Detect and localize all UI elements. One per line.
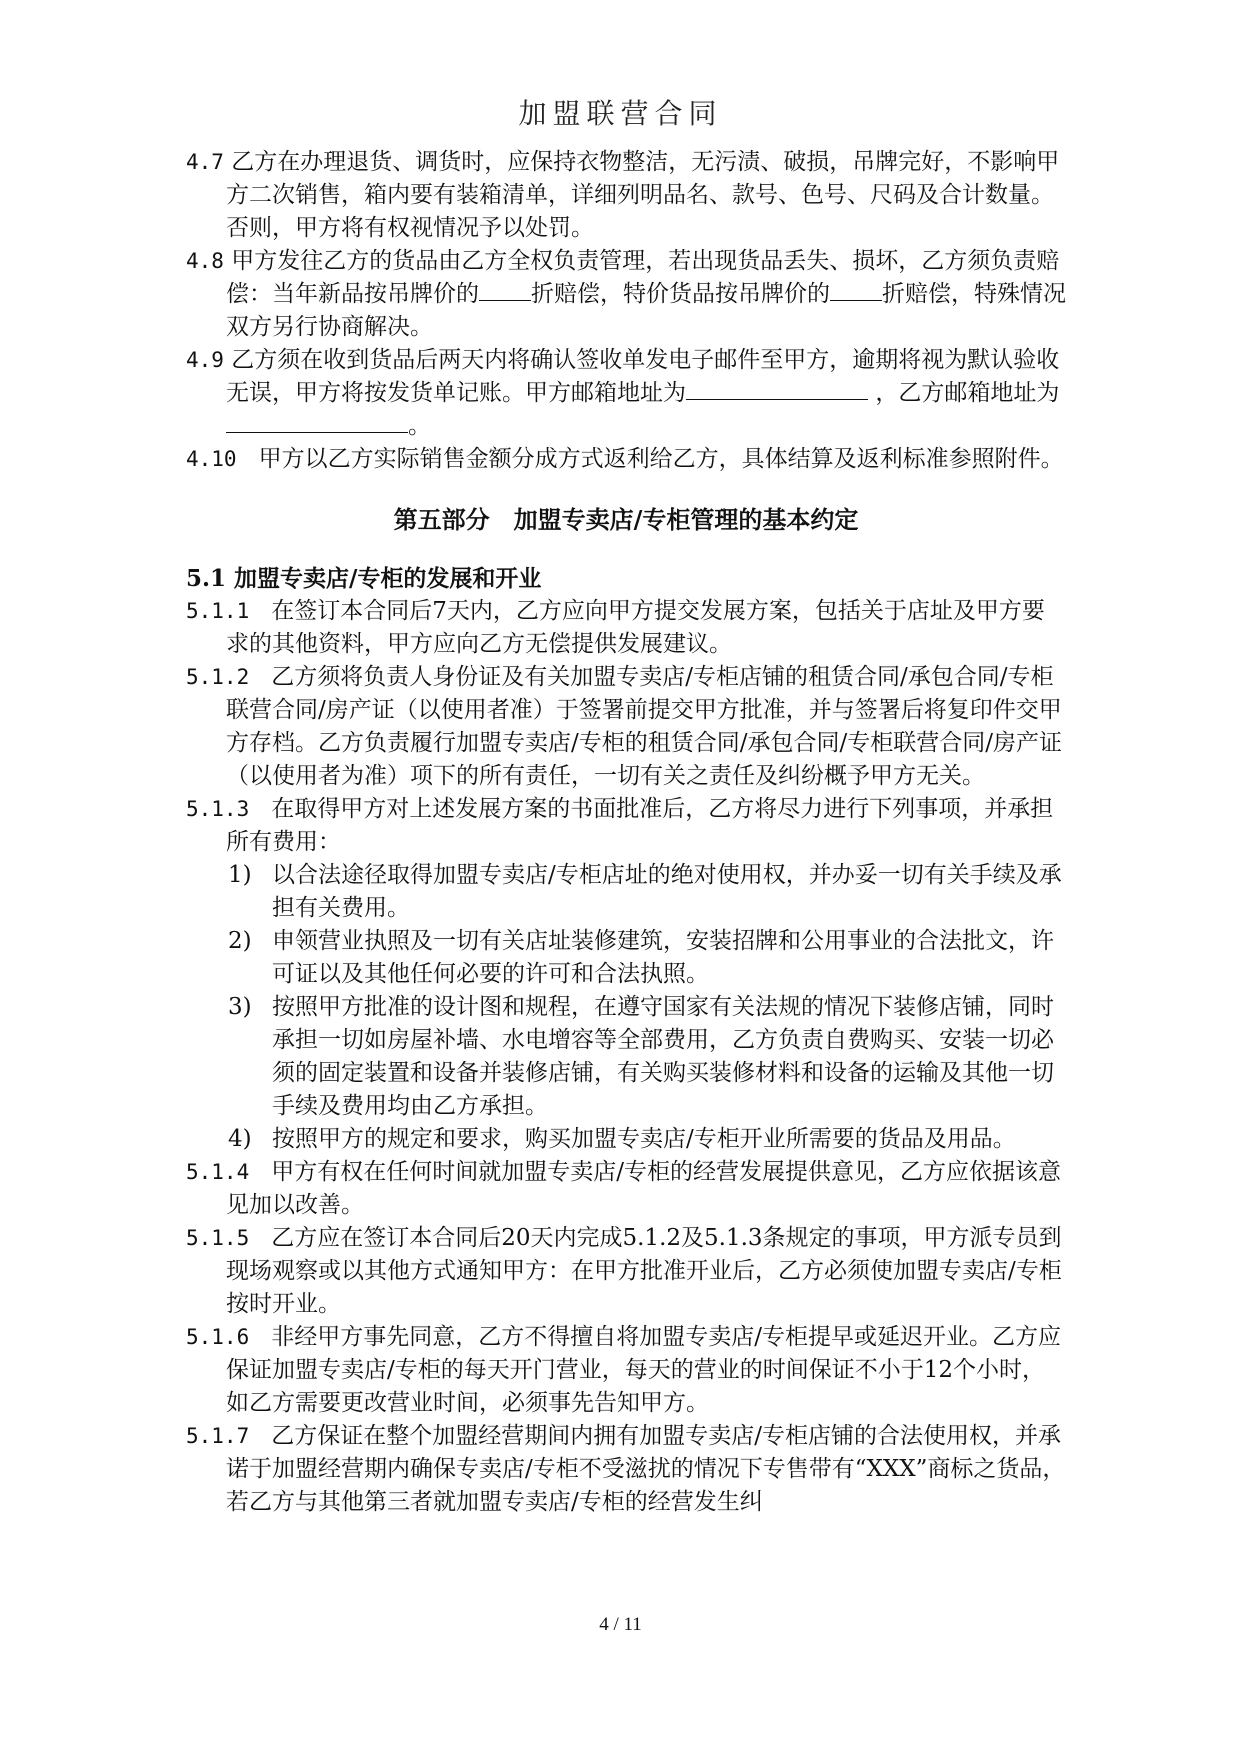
list-item: [186, 925, 1066, 991]
section-title: 第五部分 加盟专卖店/专柜管理的基本约定: [393, 505, 859, 534]
clause-text: 。: [408, 413, 431, 439]
clause-number: 4.9: [186, 348, 224, 372]
clause-4-7: [186, 146, 1066, 245]
clause-number: 4.7: [186, 150, 224, 174]
clause-text: 在取得甲方对上述发展方案的书面批准后，乙方将尽力进行下列事项，并承担所有费用：: [226, 796, 1054, 855]
clause-number: 5.1.3: [186, 797, 250, 821]
clause-4-10: [186, 443, 1066, 476]
subsection-title: 5.1 加盟专卖店/专柜的发展和开业: [186, 565, 542, 592]
list-item-number: 4): [228, 1126, 252, 1152]
clause-number: 5.1.1: [186, 599, 250, 623]
clause-text: 非经甲方事先同意，乙方不得擅自将加盟专卖店/专柜提早或延迟开业。乙方应保证加盟专卖店/专柜的每天开门营业，每天的营业的时间保证不小于12个小时，如乙方需要更改营业时间，必须事先告知甲方。: [226, 1324, 1061, 1416]
list-item-text: 按照甲方批准的设计图和规程，在遵守国家有关法规的情况下装修店铺，同时承担一切如房屋补墙、水电增容等全部费用，乙方负责自费购买、安装一切必须的固定装置和设备并装修店铺，有关购买装修材料和设备的运输及其他一切手续及费用均由乙方承担。: [272, 994, 1054, 1119]
email-blank-party-b[interactable]: [226, 410, 408, 433]
clause-text: 乙方保证在整个加盟经营期间内拥有加盟专卖店/专柜店铺的合法使用权，并承诺于加盟经营期内确保专卖店/专柜不受滋扰的情况下专售带有“XXX”商标之货品，若乙方与其他第三者就加盟专卖店/专柜的经营发生纠: [226, 1423, 1066, 1515]
list-item: [186, 859, 1066, 925]
clause-5-1-7: [186, 1420, 1066, 1519]
clause-5-1-2: [186, 661, 1066, 793]
clause-number: 5.1.7: [186, 1424, 250, 1448]
clause-5-1-5: [186, 1222, 1066, 1321]
clause-5-1-3: [186, 793, 1066, 859]
list-item-text: 以合法途径取得加盟专卖店/专柜店址的绝对使用权，并办妥一切有关手续及承担有关费用。: [272, 862, 1062, 921]
clause-text: 折赔偿，特价货品按吊牌价的: [531, 281, 830, 307]
clause-number: 5.1.4: [186, 1160, 250, 1184]
clause-text: 乙方须将负责人身份证及有关加盟专卖店/专柜店铺的租赁合同/承包合同/专柜联营合同/房产证（以使用者准）于签署前提交甲方批准，并与签署后将复印件交甲方存档。乙方负责履行加盟专卖店/专柜的租赁合同/承包合同/专柜联营合同/房产证（以使用者为准）项下的所有责任，一切有关之责任及纠纷概予甲方无关。: [226, 664, 1062, 789]
list-item: [186, 1123, 1066, 1156]
clause-number: 5.1.2: [186, 665, 250, 689]
clause-number: 4.10: [186, 447, 237, 471]
document-header-title: 加盟联营合同: [518, 97, 723, 130]
list-item-number: 2): [228, 928, 252, 954]
clause-5-1-6: [186, 1321, 1066, 1420]
clause-5-1-4: [186, 1156, 1066, 1222]
list-item-number: 1): [228, 862, 252, 888]
clause-text: 折赔偿，特殊情况双方另行协商解决。: [226, 281, 1066, 340]
email-blank-party-a[interactable]: [686, 377, 868, 400]
clause-number: 5.1.6: [186, 1325, 250, 1349]
clause-5-1-1: [186, 595, 1066, 661]
list-item-number: 3): [228, 994, 252, 1020]
clause-text: 甲方有权在任何时间就加盟专卖店/专柜的经营发展提供意见，乙方应依据该意见加以改善。: [226, 1159, 1061, 1218]
page-number: 4 / 11: [599, 1614, 642, 1635]
clause-number: 5.1.5: [186, 1226, 250, 1250]
list-item-text: 按照甲方的规定和要求，购买加盟专卖店/专柜开业所需要的货品及用品。: [272, 1126, 1016, 1152]
clause-text: 乙方应在签订本合同后20天内完成5.1.2及5.1.3条规定的事项，甲方派专员到现场观察或以其他方式通知甲方：在甲方批准开业后，乙方必须使加盟专卖店/专柜按时开业。: [226, 1225, 1062, 1317]
clause-text: 甲方发往乙方的货品由乙方全权负责管理，若出现货品丢失、损坏，乙方须负责赔偿：当年新品按吊牌价的: [226, 248, 1060, 307]
clause-text: 在签订本合同后7天内，乙方应向甲方提交发展方案，包括关于店址及甲方要求的其他资料，甲方应向乙方无偿提供发展建议。: [226, 598, 1045, 657]
fill-blank[interactable]: [830, 278, 882, 301]
fill-blank[interactable]: [479, 278, 531, 301]
clause-text: ，乙方邮箱地址为: [875, 380, 1060, 406]
document-body: [186, 146, 1066, 1519]
clause-text: 乙方须在收到货品后两天内将确认签收单发电子邮件至甲方，逾期将视为默认验收无误，甲方将按发货单记账。甲方邮箱地址为: [226, 347, 1060, 406]
clause-4-8: [186, 245, 1066, 344]
clause-text: 甲方以乙方实际销售金额分成方式返利给乙方，具体结算及返利标准参照附件。: [258, 446, 1064, 472]
list-item: [186, 991, 1066, 1123]
clause-text: 乙方在办理退货、调货时，应保持衣物整洁，无污渍、破损，吊牌完好，不影响甲方二次销售，箱内要有装箱清单，详细列明品名、款号、色号、尺码及合计数量。否则，甲方将有权视情况予以处罚。: [226, 149, 1060, 241]
list-item-text: 申领营业执照及一切有关店址装修建筑，安装招牌和公用事业的合法批文，许可证以及其他任何必要的许可和合法执照。: [272, 928, 1054, 987]
clause-4-9: [186, 344, 1066, 443]
clause-number: 4.8: [186, 249, 224, 273]
